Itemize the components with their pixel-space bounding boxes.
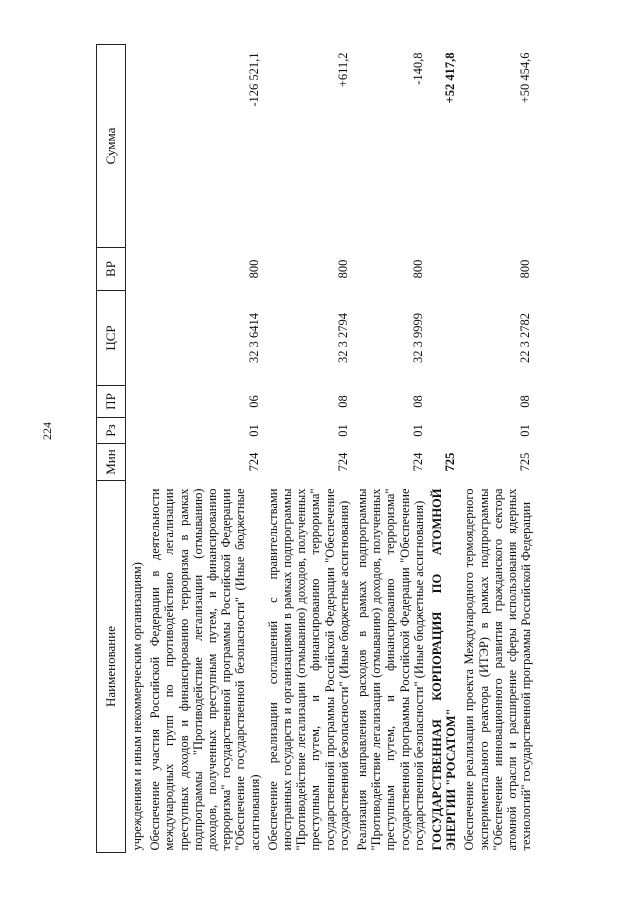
page-number: 224 (40, 422, 54, 440)
header-vr: ВР (97, 248, 126, 291)
row-sum: -140,8 (410, 52, 425, 85)
row-rz: 01 (335, 424, 350, 437)
header-sum: Сумма (97, 45, 126, 248)
row-csr: 22 3 2782 (518, 313, 533, 363)
row-pr: 08 (518, 395, 533, 408)
header-pr: ПР (97, 386, 126, 418)
row-name: учреждениям и иным некоммерческим организациям) (130, 562, 144, 851)
table-row (126, 45, 145, 853)
row-name: Реализация направления расходов в рамках подпрограммы "Противодействие легализации (отмыванию) доходов, полученных преступным путем, и финансированию терроризма" государственной программы Российской Федерации "Обеспечение государственной безопасности" (Иные бюджетные ассигнования) (355, 488, 426, 851)
row-csr: 32 3 9999 (410, 313, 425, 363)
budget-table (96, 44, 533, 853)
row-vr (426, 248, 458, 291)
header-min: Мин (97, 444, 126, 481)
row-sum: +611,2 (335, 52, 350, 88)
header-csr: ЦСР (97, 291, 126, 386)
header-rz: Рз (97, 418, 126, 444)
rotated-table-container (96, 45, 582, 853)
row-csr (426, 291, 458, 386)
row-vr: 800 (246, 259, 261, 279)
row-rz: 01 (246, 424, 261, 437)
row-name: Обеспечение участия Российской Федерации в деятельности международных групп по противодействию легализации преступных доходов и финансированию терроризма в рамках подпрограммы "Противодействие легализации (отмыванию) доходов, полученных преступным путем, и финансированию терроризма" государственной программы Российской Федерации "Обеспечение государственной безопасности" (Иные бюджетные ассигнования) (148, 488, 262, 851)
row-pr (426, 386, 458, 418)
row-rz (126, 418, 145, 444)
row-min: 724 (335, 452, 350, 472)
row-csr: 32 3 2794 (335, 313, 350, 363)
row-vr (126, 248, 145, 291)
table-row (351, 45, 426, 853)
row-rz: 01 (410, 424, 425, 437)
row-min: 724 (246, 452, 261, 472)
row-rz: 01 (518, 424, 533, 437)
table-row (262, 45, 351, 853)
row-sum: +52 417,8 (443, 52, 458, 104)
row-name: Обеспечение реализации соглашений с правительствами иностранных государств и организациями в рамках подпрограммы "Противодействие легализации (отмыванию) доходов, полученных преступным путем, и финансированию терроризма" государственной программы Российской Федерации "Обеспечение государственной безопасности" (Иные бюджетные ассигнования) (265, 488, 351, 851)
row-min: 725 (518, 452, 533, 472)
row-sum: -126 521,1 (246, 52, 261, 107)
table-row (426, 45, 458, 853)
table-row (458, 45, 533, 853)
row-min (126, 444, 145, 481)
row-vr: 800 (335, 259, 350, 279)
row-sum: +50 454,6 (518, 52, 533, 104)
row-name: ГОСУДАРСТВЕННАЯ КОРПОРАЦИЯ ПО АТОМНОЙ ЭНЕРГИИ "РОСАТОМ" (430, 488, 459, 851)
row-vr: 800 (518, 259, 533, 279)
row-rz (426, 418, 458, 444)
row-pr (126, 386, 145, 418)
row-pr: 08 (410, 395, 425, 408)
row-name: Обеспечение реализации проекта Международного термоядерного экспериментального реактора (ИТЭР) в рамках подпрограммы "Обеспечение инновационного развития гражданского сектора атомной отрасли и расширение сферы использования ядерных технологий" государственной программы Российской Федерации (462, 488, 534, 851)
row-pr: 08 (335, 395, 350, 408)
header-name: Наименование (97, 481, 126, 853)
row-sum (126, 45, 145, 248)
table-header (97, 45, 126, 853)
row-csr: 32 3 6414 (246, 313, 261, 363)
row-csr (126, 291, 145, 386)
table-body (126, 45, 534, 853)
table-row (144, 45, 262, 853)
row-vr: 800 (410, 259, 425, 279)
row-min: 724 (410, 452, 425, 472)
row-pr: 06 (246, 395, 261, 408)
row-min: 725 (443, 452, 458, 472)
